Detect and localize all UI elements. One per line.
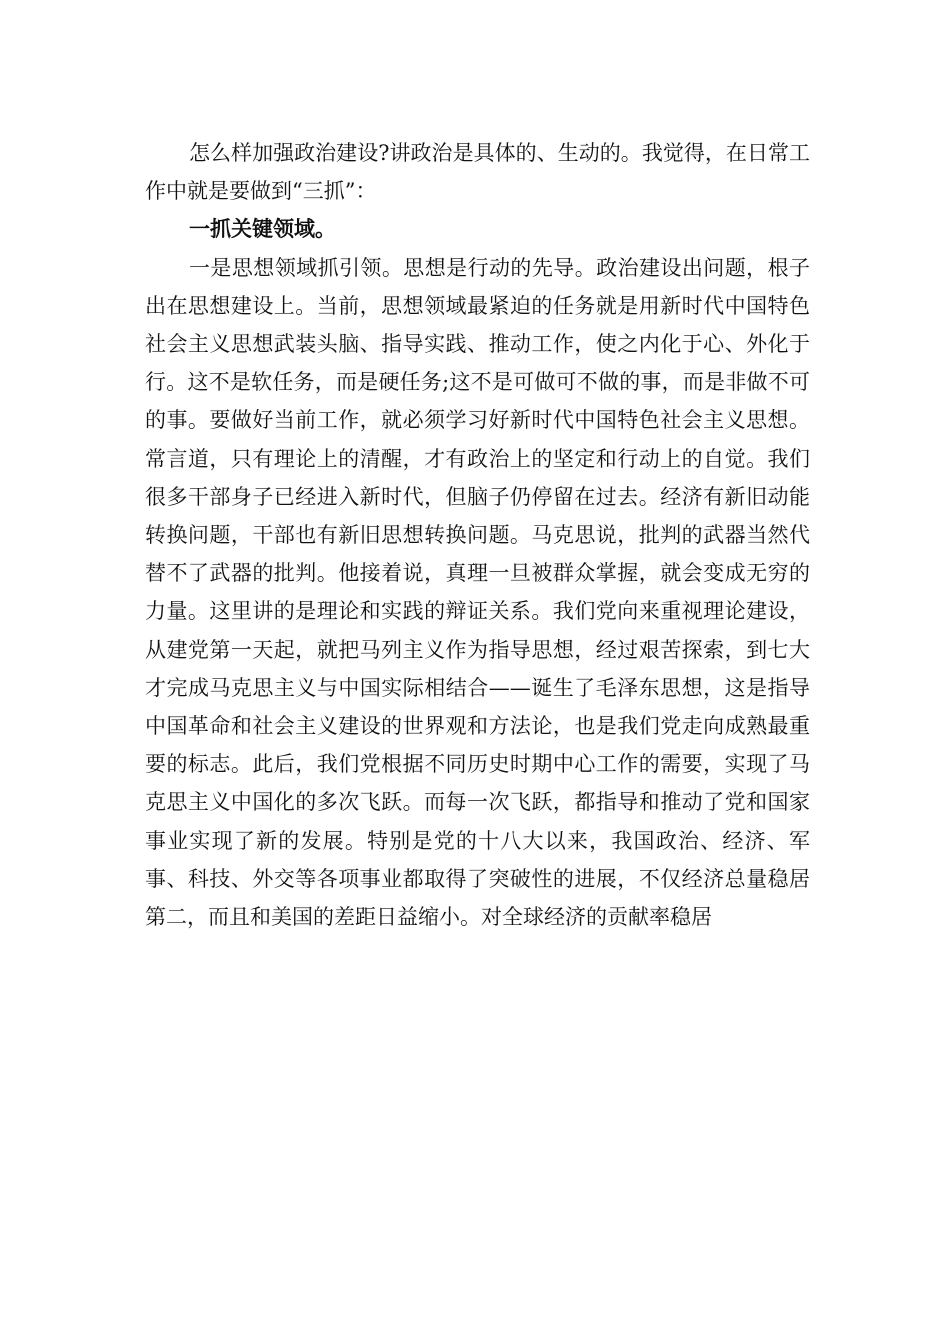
section-heading: 一抓关键领域。 bbox=[189, 217, 336, 242]
intro-paragraph: 怎么样加强政治建设?讲政治是具体的、生动的。我觉得，在日常工作中就是要做到“三抓”： bbox=[145, 141, 810, 204]
body-paragraph: 一是思想领域抓引领。思想是行动的先导。政治建设出问题，根子出在思想建设上。当前，思想领域最紧迫的任务就是用新时代中国特色社会主义思想武装头脑、指导实践、推动工作，使之内化于心、外化于行。这不是软任务，而是硬任务;这不是可做可不做的事，而是非做不可的事。要做好当前工作，就必须学习好新时代中国特色社会主义思想。常言道，只有理论上的清醒，才有政治上的坚定和行动上的自觉。我们很多干部身子已经进入新时代，但脑子仍停留在过去。经济有新旧动能转换问题，干部也有新旧思想转换问题。马克思说，批判的武器当然代替不了武器的批判。他接着说，真理一旦被群众掌握，就会变成无穷的力量。这里讲的是理论和实践的辩证关系。我们党向来重视理论建设，从建党第一天起，就把马列主义作为指导思想，经过艰苦探索，到七大才完成马克思主义与中国实际相结合——诞生了毛泽东思想，这是指导中国革命和社会主义建设的世界观和方法论，也是我们党走向成熟最重要的标志。此后，我们党根据不同历史时期中心工作的需要，实现了马克思主义中国化的多次飞跃。而每一次飞跃，都指导和推动了党和国家事业实现了新的发展。特别是党的十八大以来，我国政治、经济、军事、科技、外交等各项事业都取得了突破性的进展，不仅经济总量稳居第二，而且和美国的差距日益缩小。对全球经济的贡献率稳居 bbox=[145, 255, 810, 930]
document-body bbox=[145, 134, 810, 936]
